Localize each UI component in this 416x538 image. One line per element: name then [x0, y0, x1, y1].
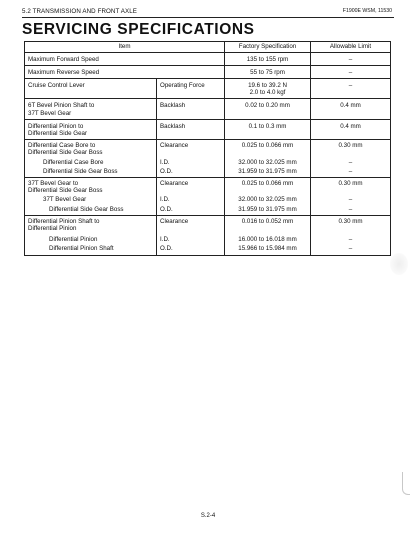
- sub-cell: Clearance: [157, 215, 225, 232]
- table-row: [25, 243, 391, 255]
- limit-cell: –: [311, 79, 391, 99]
- table-row: [25, 166, 391, 178]
- item-line: 37T Bevel Gear to: [28, 180, 79, 188]
- table-row: [25, 99, 391, 119]
- model-header: F1900E WSM, 11530: [342, 8, 392, 14]
- spec-cell: 0.02 to 0.20 mm: [225, 99, 311, 119]
- table-row: [25, 66, 391, 79]
- item-cell: Differential Side Gear Boss: [25, 204, 157, 216]
- item-cell: [25, 215, 157, 232]
- limit-cell: 0.30 mm: [311, 215, 391, 232]
- limit-cell: –: [311, 157, 391, 166]
- sub-cell: Backlash: [157, 99, 225, 119]
- page-title: SERVICING SPECIFICATIONS: [22, 21, 255, 38]
- table-row: [25, 194, 391, 203]
- item-cell: Cruise Control Lever: [25, 79, 157, 99]
- spec-cell: 135 to 155 rpm: [225, 53, 311, 66]
- item-cell: [25, 140, 157, 157]
- section-header: 5.2 TRANSMISSION AND FRONT AXLE: [22, 8, 137, 15]
- scan-smudge: [390, 253, 408, 275]
- item-cell: Maximum Reverse Speed: [25, 66, 225, 79]
- item-cell: 37T Bevel Gear: [25, 194, 157, 203]
- header-rule: [22, 17, 394, 18]
- item-cell: Differential Pinion: [25, 232, 157, 243]
- limit-cell: –: [311, 194, 391, 203]
- limit-cell: –: [311, 53, 391, 66]
- spec-line: 19.6 to 39.2 N: [248, 82, 287, 89]
- table-row: [25, 79, 391, 99]
- item-line-2: Differential Pinion: [28, 225, 77, 233]
- limit-cell: 0.30 mm: [311, 178, 391, 195]
- item-line: Differential Pinion to: [28, 122, 84, 130]
- spec-cell: 0.1 to 0.3 mm: [225, 119, 311, 139]
- table-row: [25, 157, 391, 166]
- table-row: [25, 140, 391, 157]
- sub-cell: I.D.: [157, 194, 225, 203]
- spec-cell: 16.000 to 16.018 mm: [225, 232, 311, 243]
- spec-cell: 31.959 to 31.975 mm: [225, 166, 311, 178]
- item-cell: [25, 99, 157, 119]
- limit-cell: 0.4 mm: [311, 119, 391, 139]
- sub-cell: O.D.: [157, 166, 225, 178]
- spec-cell: 32.000 to 32.025 mm: [225, 157, 311, 166]
- item-cell: [25, 119, 157, 139]
- page-number: S.2-4: [200, 513, 216, 519]
- item-line: Differential Pinion Shaft to: [28, 217, 100, 225]
- item-cell: Differential Case Bore: [25, 157, 157, 166]
- limit-cell: –: [311, 243, 391, 255]
- header-factory-spec: Factory Specification: [225, 42, 311, 53]
- table-row: [25, 204, 391, 216]
- item-line: 6T Bevel Pinion Shaft to: [28, 102, 95, 110]
- sub-cell: Operating Force: [157, 79, 225, 99]
- table-row: [25, 215, 391, 232]
- spec-cell: 0.025 to 0.066 mm: [225, 178, 311, 195]
- scan-margin-mark: [402, 472, 410, 495]
- spec-cell: [225, 79, 311, 99]
- sub-cell: I.D.: [157, 232, 225, 243]
- sub-cell: Backlash: [157, 119, 225, 139]
- limit-cell: –: [311, 166, 391, 178]
- item-line-2: Differential Side Gear Boss: [28, 149, 103, 157]
- limit-cell: –: [311, 232, 391, 243]
- sub-cell: I.D.: [157, 157, 225, 166]
- limit-cell: –: [311, 66, 391, 79]
- limit-cell: 0.30 mm: [311, 140, 391, 157]
- table-row: [25, 178, 391, 195]
- sub-cell: Clearance: [157, 140, 225, 157]
- item-cell: Differential Side Gear Boss: [25, 166, 157, 178]
- spec-line-alt: 2.0 to 4.0 kgf: [249, 89, 286, 97]
- spec-cell: 32.000 to 32.025 mm: [225, 194, 311, 203]
- table-header-row: [25, 42, 391, 53]
- item-line-2: Differential Side Gear Boss: [28, 187, 103, 195]
- sub-cell: O.D.: [157, 243, 225, 255]
- item-line: Differential Case Bore to: [28, 142, 96, 150]
- sub-cell: O.D.: [157, 204, 225, 216]
- item-cell: [25, 178, 157, 195]
- item-line-2: 37T Bevel Gear: [28, 109, 72, 117]
- spec-cell: 55 to 75 rpm: [225, 66, 311, 79]
- spec-cell: 15.966 to 15.984 mm: [225, 243, 311, 255]
- spec-cell: 0.025 to 0.066 mm: [225, 140, 311, 157]
- specifications-table: [24, 41, 391, 256]
- spec-cell: 0.016 to 0.052 mm: [225, 215, 311, 232]
- spec-cell: 31.959 to 31.975 mm: [225, 204, 311, 216]
- table-row: [25, 232, 391, 243]
- sub-cell: Clearance: [157, 178, 225, 195]
- table-row: [25, 53, 391, 66]
- header-allowable-limit: Allowable Limit: [311, 42, 391, 53]
- item-cell: Maximum Forward Speed: [25, 53, 225, 66]
- limit-cell: 0.4 mm: [311, 99, 391, 119]
- item-line-2: Differential Side Gear: [28, 130, 88, 138]
- header-item: Item: [25, 42, 225, 53]
- table-row: [25, 119, 391, 139]
- item-cell: Differential Pinion Shaft: [25, 243, 157, 255]
- limit-cell: –: [311, 204, 391, 216]
